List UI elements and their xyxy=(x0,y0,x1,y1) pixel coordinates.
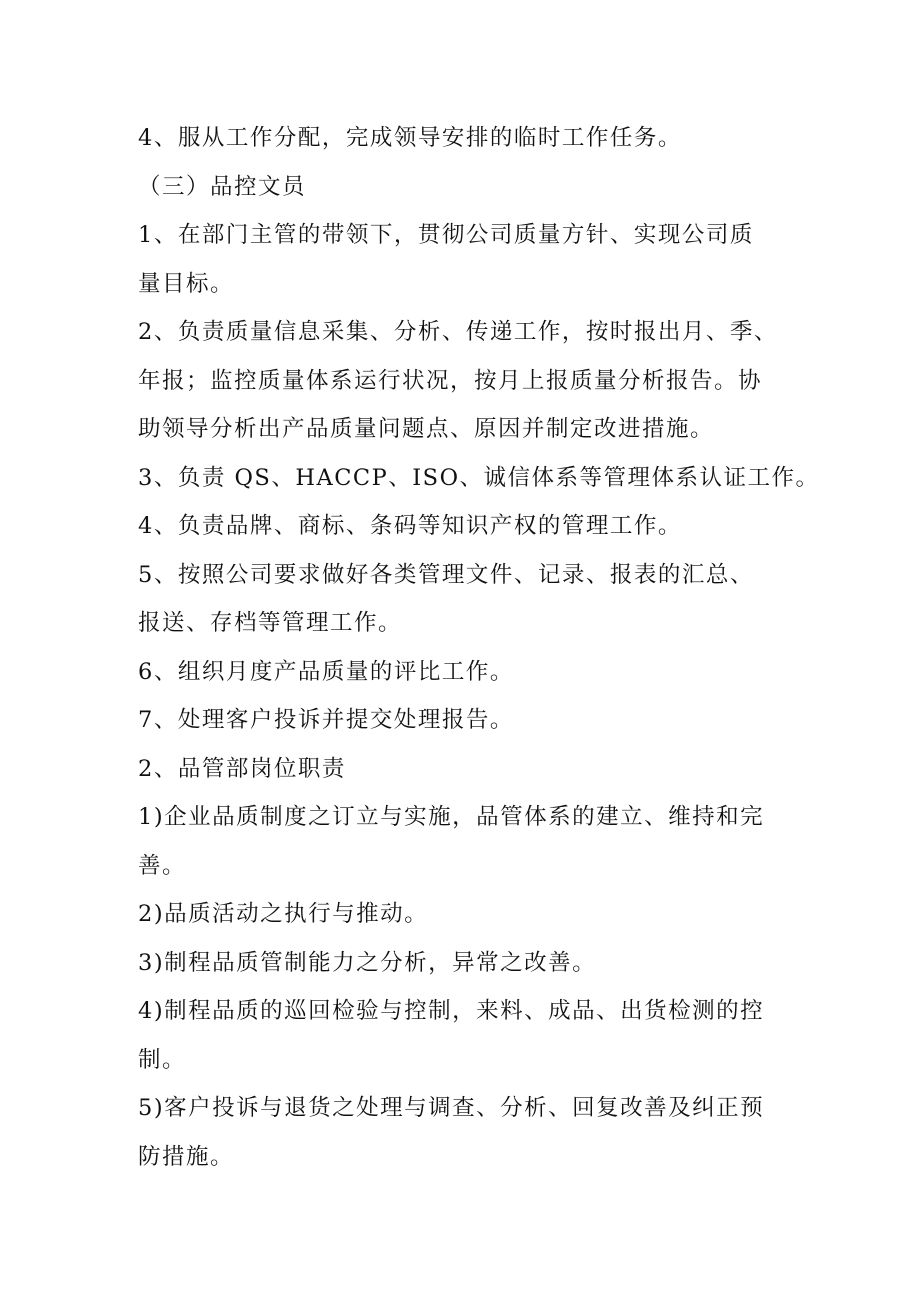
text-line: 3、负责 QS、HACCP、ISO、诚信体系等管理体系认证工作。 xyxy=(138,464,820,491)
document-body xyxy=(138,114,818,1181)
text-line: 量目标。 xyxy=(138,270,235,297)
text-line: 4、负责品牌、商标、条码等知识产权的管理工作。 xyxy=(138,513,682,539)
text-line: 防措施。 xyxy=(138,1143,235,1170)
section-heading: （三）品控文员 xyxy=(138,173,307,200)
text-line: 5)客户投诉与退货之处理与调查、分析、回复改善及纠正预 xyxy=(138,1095,765,1121)
text-line: 5、按照公司要求做好各类管理文件、记录、报表的汇总、 xyxy=(138,561,754,588)
text-line: 3)制程品质管制能力之分析，异常之改善。 xyxy=(138,949,597,976)
text-line: 2)品质活动之执行与推动。 xyxy=(138,901,429,927)
text-line: 制。 xyxy=(138,1046,187,1073)
text-line: 年报；监控质量体系运行状况，按月上报质量分析报告。协 xyxy=(138,367,763,394)
text-line: 1)企业品质制度之订立与实施，品管体系的建立、维持和完 xyxy=(138,804,765,830)
text-line: 2、负责质量信息采集、分析、传递工作，按时报出月、季、 xyxy=(138,319,778,345)
text-line: 善。 xyxy=(138,852,187,879)
text-line: 助领导分析出产品质量问题点、原因并制定改进措施。 xyxy=(138,416,715,442)
text-line: 1、在部门主管的带领下，贯彻公司质量方针、实现公司质 xyxy=(138,222,754,248)
text-line: 4、服从工作分配，完成领导安排的临时工作任务。 xyxy=(138,125,682,151)
text-line: 报送、存档等管理工作。 xyxy=(138,610,403,636)
text-line: 6、组织月度产品质量的评比工作。 xyxy=(138,658,514,685)
text-line: 7、处理客户投诉并提交处理报告。 xyxy=(138,707,514,733)
text-line: 4)制程品质的巡回检验与控制，来料、成品、出货检测的控 xyxy=(138,998,765,1024)
section-heading: 2、品管部岗位职责 xyxy=(138,755,346,782)
